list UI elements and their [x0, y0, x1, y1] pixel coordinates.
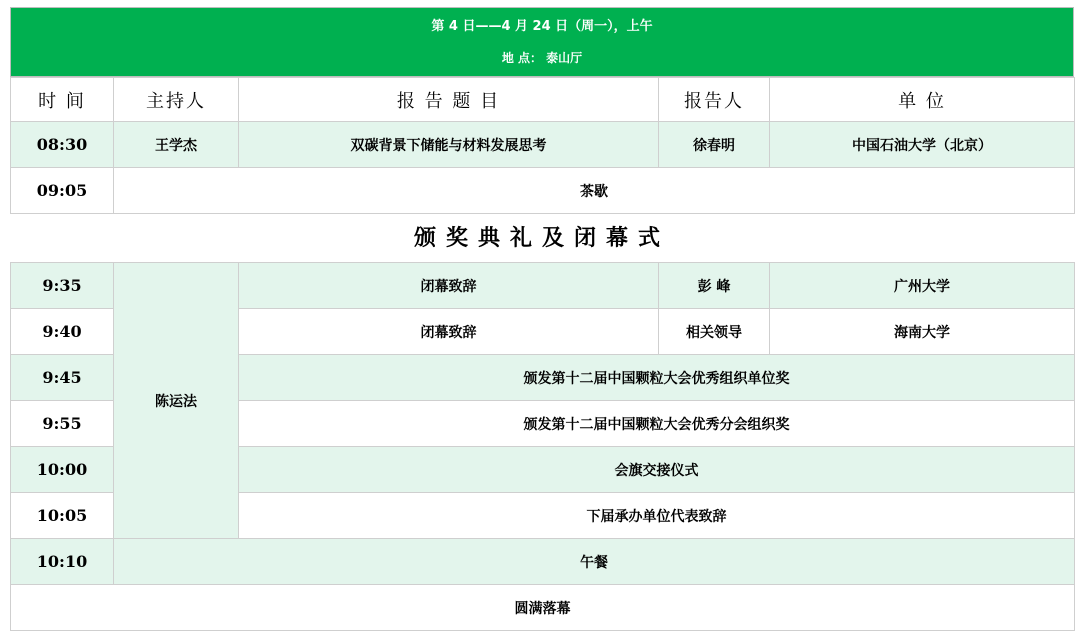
- table-row: [11, 168, 1075, 214]
- speaker-cell: 徐春明: [659, 122, 770, 168]
- time-cell: 08:30: [11, 122, 114, 168]
- time-cell: 9:35: [11, 263, 114, 309]
- header-host: 主持人: [114, 78, 239, 122]
- topic-cell: 闭幕致辞: [239, 309, 659, 355]
- header-unit: 单 位: [770, 78, 1075, 122]
- topic-cell: 闭幕致辞: [239, 263, 659, 309]
- day-title: 第 4 日——4 月 24 日（周一），上午: [431, 19, 653, 34]
- topic-cell: 颁发第十二届中国颗粒大会优秀组织单位奖: [239, 355, 1075, 401]
- topic-cell: 下届承办单位代表致辞: [239, 493, 1075, 539]
- header-speaker: 报告人: [659, 78, 770, 122]
- ceremony-table: [10, 262, 1075, 631]
- topic-cell: 会旗交接仪式: [239, 447, 1075, 493]
- host-cell: 陈运法: [114, 263, 239, 539]
- speaker-cell: 彭 峰: [659, 263, 770, 309]
- topic-cell: 午餐: [114, 539, 1075, 585]
- table-row: [11, 263, 1075, 309]
- time-cell: 9:40: [11, 309, 114, 355]
- table-row: [11, 122, 1075, 168]
- time-cell: 09:05: [11, 168, 114, 214]
- header-topic: 报 告 题 目: [239, 78, 659, 122]
- topic-cell: 颁发第十二届中国颗粒大会优秀分会组织奖: [239, 401, 1075, 447]
- closing-cell: 圆满落幕: [11, 585, 1075, 631]
- unit-cell: 广州大学: [770, 263, 1075, 309]
- host-cell: 王学杰: [114, 122, 239, 168]
- table-row: [11, 585, 1075, 631]
- header-row: [11, 78, 1075, 122]
- schedule: [10, 7, 1074, 631]
- time-cell: 10:10: [11, 539, 114, 585]
- venue-line: 地 点： 泰山厅: [501, 51, 583, 65]
- section-title: 颁奖典礼及闭幕式: [413, 225, 670, 251]
- time-cell: 10:05: [11, 493, 114, 539]
- time-cell: 9:55: [11, 401, 114, 447]
- morning-table: [10, 77, 1075, 214]
- speaker-cell: 相关领导: [659, 309, 770, 355]
- topic-cell: 双碳背景下储能与材料发展思考: [239, 122, 659, 168]
- unit-cell: 海南大学: [770, 309, 1075, 355]
- time-cell: 9:45: [11, 355, 114, 401]
- unit-cell: 中国石油大学（北京）: [770, 122, 1075, 168]
- day-banner: [10, 7, 1074, 77]
- header-time: 时 间: [11, 78, 114, 122]
- topic-cell: 茶歇: [114, 168, 1075, 214]
- time-cell: 10:00: [11, 447, 114, 493]
- table-row: [11, 539, 1075, 585]
